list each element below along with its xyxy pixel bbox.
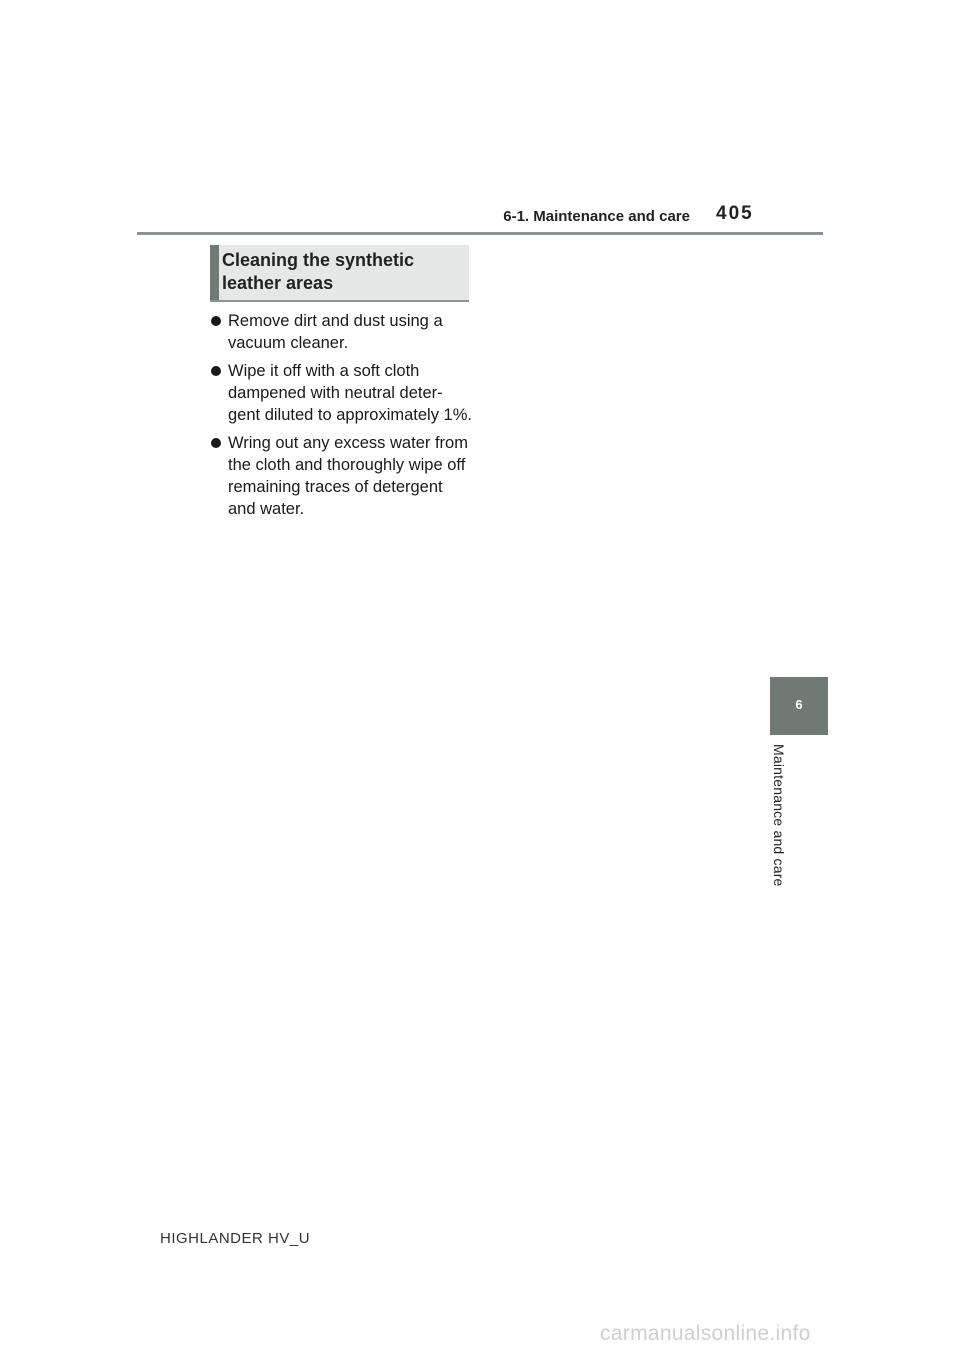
list-item [210, 310, 472, 354]
section-heading: Cleaning the synthetic leather areas [222, 250, 415, 293]
watermark: carmanualsonline.info [600, 1322, 811, 1345]
list-item-text: Remove dirt and dust using a vacuum cleaner. [228, 312, 443, 352]
chapter-tab [770, 677, 828, 735]
bullet-icon [211, 316, 221, 326]
bullet-list [210, 310, 472, 526]
chapter-number: 6 [795, 697, 803, 712]
footer-model: HIGHLANDER HV_U [160, 1230, 311, 1247]
header-divider [137, 232, 823, 235]
list-item [210, 360, 472, 426]
list-item-text: Wring out any excess water from the cloth and thoroughly wipe off remaining traces of detergent and water. [228, 434, 468, 518]
heading-accent-bar [210, 245, 219, 300]
section-heading-box [210, 245, 469, 302]
bullet-icon [211, 438, 221, 448]
header-section-title: 6-1. Maintenance and care [503, 208, 690, 225]
page-number: 405 [716, 203, 754, 224]
chapter-title: Maintenance and care [771, 744, 787, 887]
list-item-text: Wipe it off with a soft cloth dampened with neutral deter-gent diluted to approximately 1%. [228, 362, 472, 424]
list-item [210, 432, 472, 520]
bullet-icon [211, 366, 221, 376]
